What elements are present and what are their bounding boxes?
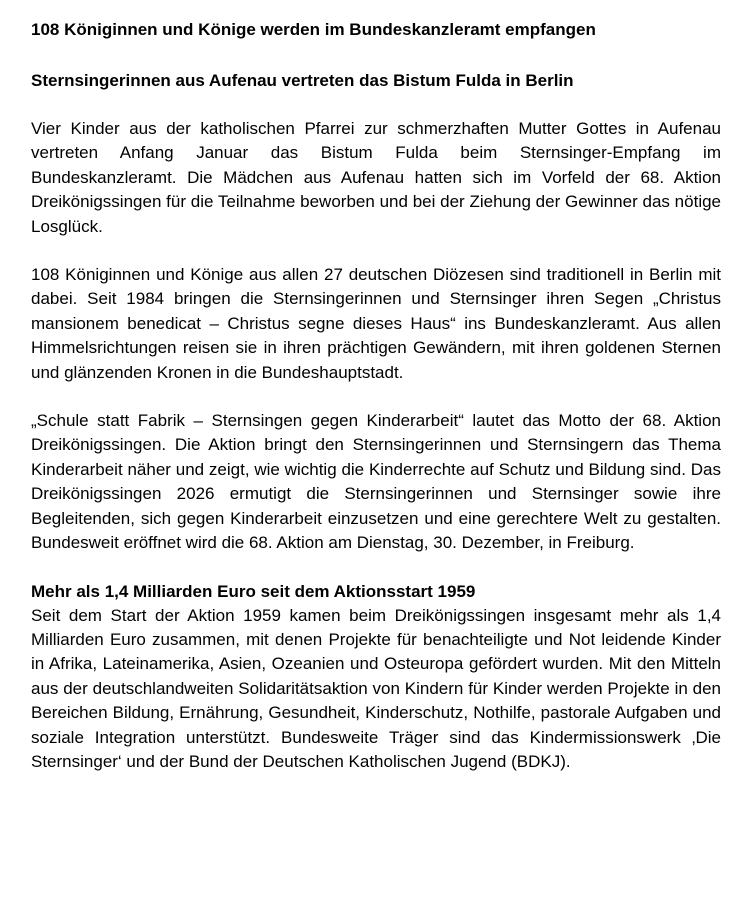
section-heading: Mehr als 1,4 Milliarden Euro seit dem Aktionsstart 1959 — [31, 581, 476, 601]
document-page — [31, 17, 721, 774]
paragraph-funding: Seit dem Start der Aktion 1959 kamen beim Dreikönigssingen insgesamt mehr als 1,4 Milliarden Euro zusammen, mit denen Projekte für benachteiligte und Not leidende Kinder in Afrika, Lateinamerika, Asien, Ozeanien und Osteuropa gefördert wurden. Mit den Mitteln aus der deutschlandweiten Solidaritätsaktion von Kindern für Kinder werden Projekte in den Bereichen Bildung, Ernährung, Gesundheit, Kinderschutz, Nothilfe, pastorale Aufgaben und soziale Integration unterstützt. Bundesweite Träger sind das Kindermissionswerk ‚Die Sternsinger‘ und der Bund der Deutschen Katholischen Jugend (BDKJ). — [31, 605, 721, 771]
document-title: 108 Königinnen und Könige werden im Bundeskanzleramt empfangen — [31, 20, 596, 39]
paragraph-tradition: 108 Königinnen und Könige aus allen 27 deutschen Diözesen sind traditionell in Berlin mit dabei. Seit 1984 bringen die Sternsingerinnen und Sternsinger ihren Segen „Christus mansionem benedicat – Christus segne dieses Haus“ ins Bundeskanzleramt. Aus allen Himmelsrichtungen reisen sie in ihren prächtigen Gewändern, mit ihren goldenen Sternen und glänzenden Kronen in die Bundeshauptstadt. — [31, 265, 721, 382]
document-subtitle: Sternsingerinnen aus Aufenau vertreten das Bistum Fulda in Berlin — [31, 71, 574, 90]
paragraph-motto: „Schule statt Fabrik – Sternsingen gegen Kinderarbeit“ lautet das Motto der 68. Aktion Dreikönigssingen. Die Aktion bringt den Sternsingerinnen und Sternsingern das Thema Kinderarbeit näher und zeigt, wie wichtig die Kinderrechte auf Schutz und Bildung sind. Das Dreikönigssingen 2026 ermutigt die Sternsingerinnen und Sternsinger sowie ihre Begleitenden, sich gegen Kinderarbeit einzusetzen und eine gerechtere Welt zu gestalten. Bundesweit eröffnet wird die 68. Aktion am Dienstag, 30. Dezember, in Freiburg. — [31, 411, 721, 553]
paragraph-intro: Vier Kinder aus der katholischen Pfarrei zur schmerzhaften Mutter Gottes in Aufenau vertreten Anfang Januar das Bistum Fulda beim Sternsinger-Empfang im Bundeskanzleramt. Die Mädchen aus Aufenau hatten sich im Vorfeld der 68. Aktion Dreikönigssingen für die Teilnahme beworben und bei der Ziehung der Gewinner das nötige Losglück. — [31, 119, 721, 236]
